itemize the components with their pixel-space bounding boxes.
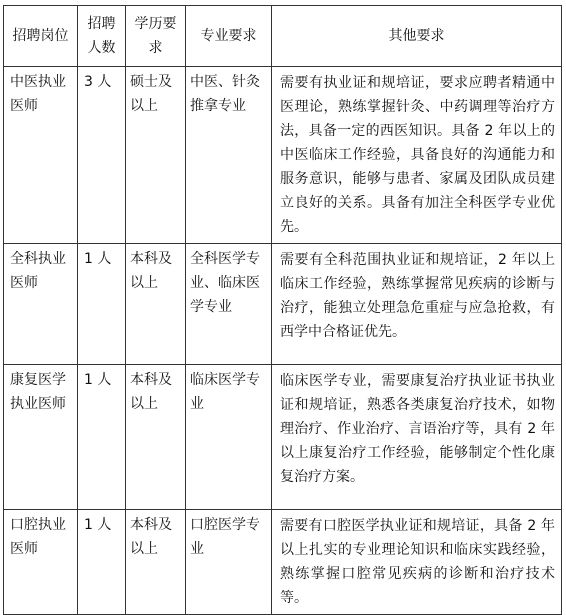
cell-major: 全科医学专业、临床医学专业 [186,244,272,365]
cell-position: 口腔执业医师 [4,510,78,615]
cell-major: 中医、针灸推拿专业 [186,67,272,244]
cell-other: 需要有口腔医学执业证和规培证，具备 2 年以上扎实的专业理论知识和临床实践经验，熟练掌握口腔常见疾病的诊断和治疗技术等。 [272,510,562,615]
header-major: 专业要求 [186,6,272,67]
cell-count: 1 人 [78,244,126,365]
header-position: 招聘岗位 [4,6,78,67]
cell-count: 1 人 [78,510,126,615]
cell-education: 本科及以上 [126,365,186,510]
cell-other: 临床医学专业，需要康复治疗执业证书执业证和规培证，熟悉各类康复治疗技术，如物理治疗、作业治疗、言语治疗等，具有 2 年以上康复治疗工作经验，能够制定个性化康复治疗方案。 [272,365,562,510]
cell-other: 需要有执业证和规培证，要求应聘者精通中医理论，熟练掌握针灸、中药调理等治疗方法，具备一定的西医知识。具备 2 年以上的中医临床工作经验，具备良好的沟通能力和服务意识，能够与患者、家属及团队成员建立良好的关系。具备有加注全科医学专业优先。 [272,67,562,244]
cell-position: 康复医学执业医师 [4,365,78,510]
table-row [4,365,562,510]
cell-count: 3 人 [78,67,126,244]
cell-position: 全科执业医师 [4,244,78,365]
cell-major: 临床医学专业 [186,365,272,510]
cell-education: 硕士及以上 [126,67,186,244]
header-education: 学历要求 [126,6,186,67]
header-count: 招聘人数 [78,6,126,67]
cell-position: 中医执业医师 [4,67,78,244]
header-other: 其他要求 [272,6,562,67]
cell-education: 本科及以上 [126,510,186,615]
table-row [4,67,562,244]
cell-other: 需要有全科范围执业证和规培证，2 年以上临床工作经验，熟练掌握常见疾病的诊断与治疗，能独立处理急危重症与应急抢救，有西学中合格证优先。 [272,244,562,365]
cell-count: 1 人 [78,365,126,510]
cell-education: 本科及以上 [126,244,186,365]
recruitment-table [3,5,562,615]
cell-major: 口腔医学专业 [186,510,272,615]
table-header-row [4,6,562,67]
table-row [4,510,562,615]
table-row [4,244,562,365]
